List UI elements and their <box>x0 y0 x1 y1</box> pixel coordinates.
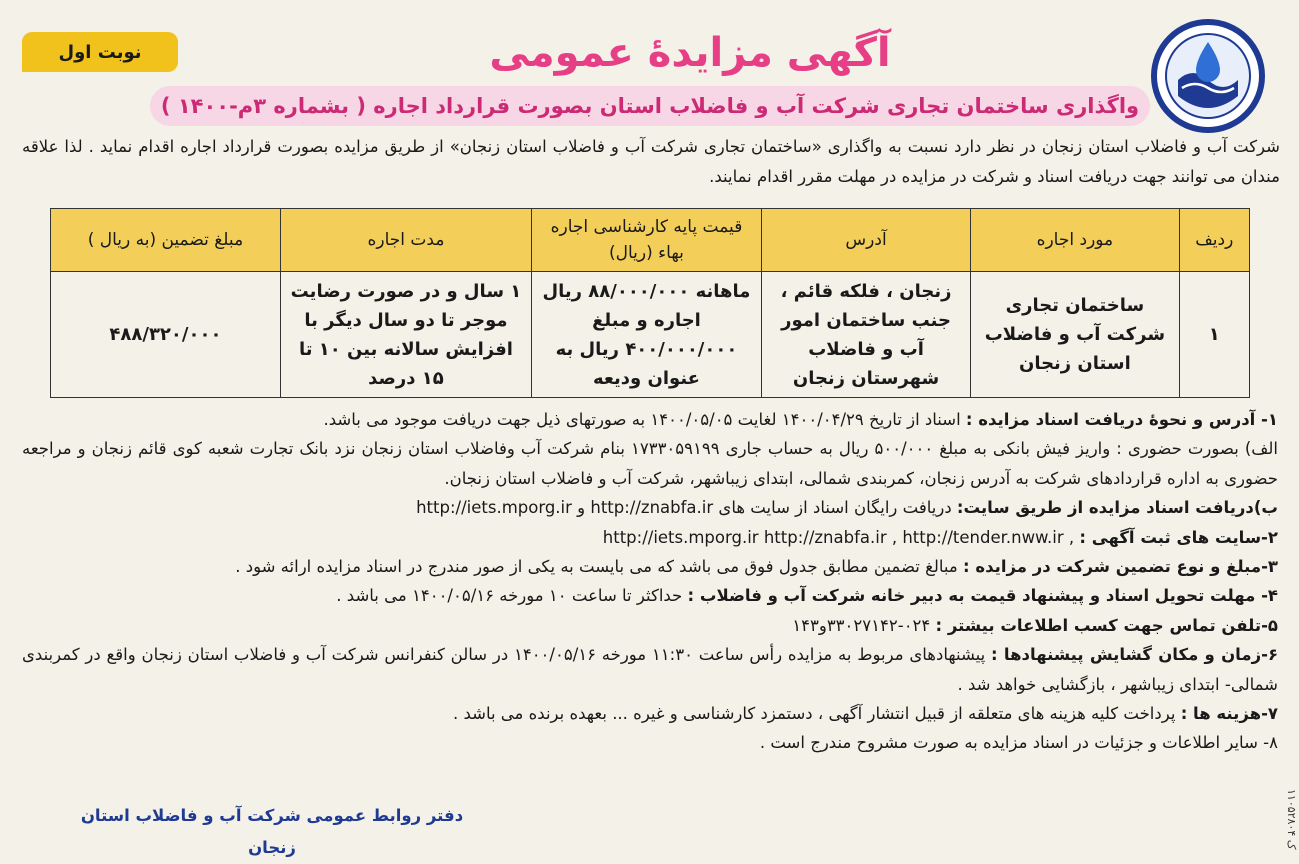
col-subject: مورد اجاره <box>971 209 1179 272</box>
cell-duration: ۱ سال و در صورت رضایت موجر تا دو سال دیگر با افزایش سالانه بین ۱۰ تا ۱۵ درصد <box>280 272 531 398</box>
notice-subtitle: واگذاری ساختمان تجاری شرکت آب و فاضلاب استان بصورت قرارداد اجاره ( بشماره ۳م-۱۴۰۰ ) <box>150 86 1150 126</box>
item-8: ۸- سایر اطلاعات و جزئیات در اسناد مزایده به صورت مشروح مندرج است . <box>759 733 1278 753</box>
item-1b-links[interactable]: http://iets.mporg.ir و http://znabfa.ir <box>416 498 714 518</box>
item-6-text: پیشنهادهای مربوط به مزایده رأس ساعت ۱۱:۳۰ مورخه ۱۴۰۰/۰۵/۱۶ در سالن کنفرانس شرکت آب و فاضلاب استان زنجان واقع در کمربندی شمالی- ابتدای زیباشهر ، بازگشایی خواهد شد . <box>22 645 1278 694</box>
item-3-label: ۳-مبلغ و نوع تضمین شرکت در مزایده : <box>963 557 1278 577</box>
item-1-text: اسناد از تاریخ ۱۴۰۰/۰۴/۲۹ لغایت ۱۴۰۰/۰۵/۰۵ به صورتهای ذیل جهت دریافت موجود می باشد. <box>323 410 961 429</box>
item-4-text: حداکثر تا ساعت ۱۰ مورخه ۱۴۰۰/۰۵/۱۶ می باشد . <box>336 586 683 606</box>
cell-price: ماهانه ۸۸/۰۰۰/۰۰۰ ریال اجاره و مبلغ ۴۰۰/۰۰۰/۰۰۰ ریال به عنوان ودیعه <box>532 272 762 398</box>
item-1b <box>22 493 1278 522</box>
cell-address: زنجان ، فلکه قائم ، جنب ساختمان امور آب و فاضلاب شهرستان زنجان <box>761 272 970 398</box>
item-7-text: پرداخت کلیه هزینه های متعلقه از قبیل انتشار آگهی ، دستمزد کارشناسی و غیره ... بعهده برنده می باشد . <box>452 704 1176 724</box>
item-2-label: ۲-سایت های ثبت آگهی : <box>1079 527 1278 547</box>
notice-title: آگهی مزایدۀ عمومی <box>489 30 891 76</box>
col-guarantee: مبلغ تضمین (به ریال ) <box>51 209 281 272</box>
cell-guarantee: ۴۸۸/۳۲۰/۰۰۰ <box>51 272 281 398</box>
notice-body <box>22 405 1278 758</box>
item-1-label: ۱- آدرس و نحوۀ دریافت اسناد مزایده : <box>965 410 1278 429</box>
cell-subject: ساختمان تجاری شرکت آب و فاضلاب استان زنجان <box>971 272 1179 398</box>
item-1b-text: دریافت رایگان اسناد از سایت های <box>718 498 952 518</box>
notice-header <box>0 0 1299 132</box>
item-5 <box>22 611 1278 640</box>
col-duration: مدت اجاره <box>280 209 531 272</box>
item-3 <box>22 552 1278 581</box>
side-code: ک ۱۱۰۵۲۸۰۴ <box>1285 789 1298 850</box>
item-1a: الف) بصورت حضوری : واریز فیش بانکی به مبلغ ۵۰۰/۰۰۰ ریال به حساب جاری ۱۷۳۳۰۵۹۱۹۹ بنام شرکت آب وفاضلاب استان زنجان نزد بانک تجارت شعبه کوی قائم زنجان و مراجعه حضوری به اداره قراردادهای شرکت به آدرس زنجان، کمربندی شمالی، ابتدای زیباشهر، شرکت آب و فاضلاب استان زنجان. <box>22 439 1278 488</box>
item-1 <box>22 405 1278 434</box>
item-7 <box>22 699 1278 728</box>
item-1b-label: ب)دریافت اسناد مزایده از طریق سایت: <box>956 498 1278 518</box>
col-price: قیمت پایه کارشناسی اجاره بهاء (ریال) <box>532 209 762 272</box>
item-6 <box>22 640 1278 699</box>
round-badge: نوبت اول <box>22 32 178 72</box>
company-logo-icon <box>1148 18 1268 134</box>
signature: دفتر روابط عمومی شرکت آب و فاضلاب استان زنجان <box>80 806 464 857</box>
intro-paragraph: شرکت آب و فاضلاب استان زنجان در نظر دارد نسبت به واگذاری «ساختمان تجاری شرکت آب و فاضلاب استان زنجان» از طریق مزایده بصورت قرارداد اجاره اقدام نماید . لذا علاقه مندان می توانند جهت دریافت اسناد و شرکت در مزایده در مهلت مقرر اقدام نمایند. <box>22 137 1280 186</box>
item-4 <box>22 581 1278 610</box>
item-5-text: ۰۲۴-۳۳۰۲۷۱۴۲و۱۴۳ <box>792 615 931 635</box>
item-3-text: مبالغ تضمین مطابق جدول فوق می باشد که می بایست به یکی از صور مندرج در اسناد مزایده ارائه شود . <box>235 557 958 577</box>
item-7-label: ۷-هزینه ها : <box>1180 704 1278 724</box>
table-row <box>51 272 1250 398</box>
item-5-label: ۵-تلفن تماس جهت کسب اطلاعات بیشتر : <box>935 615 1278 635</box>
item-6-label: ۶-زمان و مکان گشایش پیشنهادها : <box>991 645 1279 665</box>
item-2 <box>22 523 1278 552</box>
cell-row: ۱ <box>1179 272 1249 398</box>
col-address: آدرس <box>761 209 970 272</box>
item-2-links[interactable]: http://iets.mporg.ir http://znabfa.ir , http://tender.nww.ir , <box>602 527 1075 547</box>
item-4-label: ۴- مهلت تحویل اسناد و پیشنهاد قیمت به دبیر خانه شرکت آب و فاضلاب : <box>687 586 1278 606</box>
table-header-row <box>51 209 1250 272</box>
col-row: ردیف <box>1179 209 1249 272</box>
lease-table <box>50 208 1250 398</box>
